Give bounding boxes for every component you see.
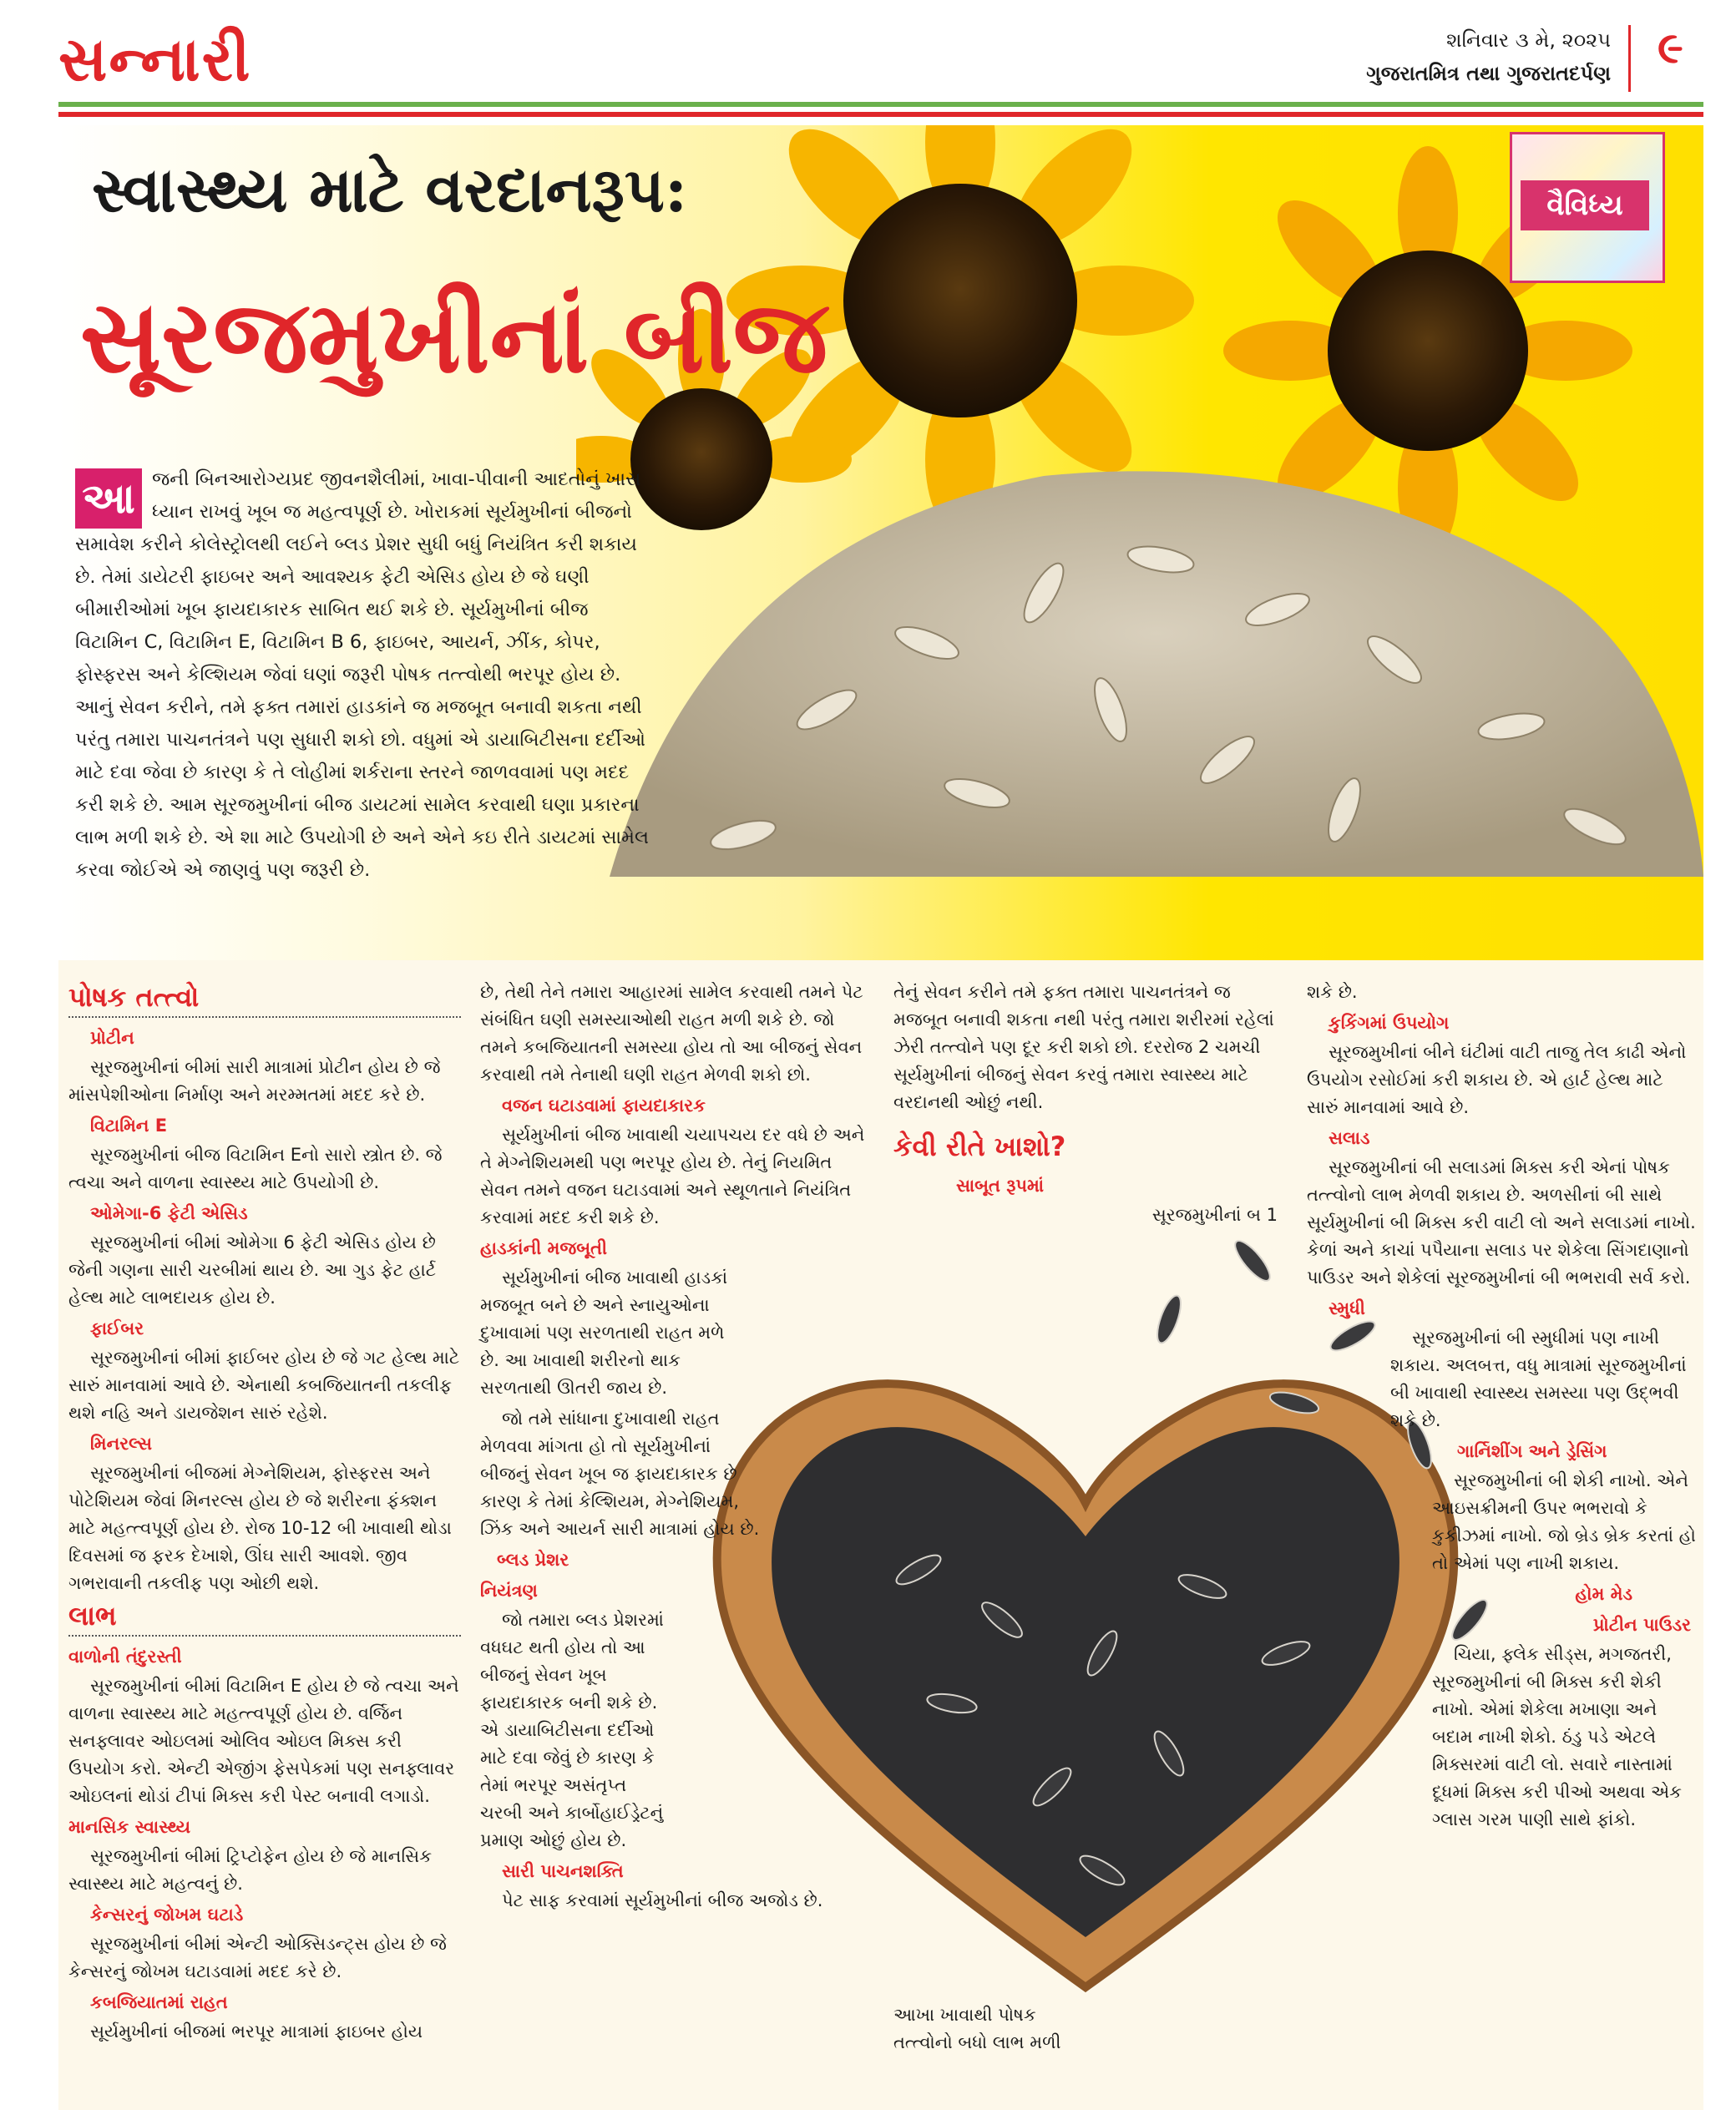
column-2 — [480, 979, 868, 1918]
para-col3-continued: તેનું સેવન કરીને તમે ફક્ત તમારા પાચનતંત્રને જ મજબૂત બનાવી શકતા નથી પરંતુ તમારા શરીરમાં રહેલાં ઝેરી તત્ત્વોને પણ દૂર કરી શકો છો. દરરોજ 2 ચમચી સૂર્યમુખીનાં બીજનું સેવન કરવું તમારા સ્વાસ્થ્ય માટે વરદાનથી ઓછું નથી. — [893, 982, 1274, 1112]
para-col4-continued: શકે છે. — [1307, 982, 1358, 1002]
subhead-fiber: ફાઈબર — [90, 1318, 144, 1338]
publication-name: ગુજરાતમિત્ર તથા ગુજરાતદર્પણ — [1366, 62, 1611, 85]
subhead-hair: વાળોની તંદુરસ્તી — [68, 1647, 182, 1667]
header-divider — [1628, 25, 1631, 92]
para-smoothie: સૂરજમુખીનાં બી સ્મુધીમાં પણ નાખી શકાય. અલબત્ત, વધુ માત્રામાં સૂરજમુખીનાં બી ખાવાથી સ્વાસ્થ્ય સમસ્યા પણ ઉદ્ભવી શકે છે. — [1390, 1328, 1687, 1430]
para-vitamin-e: સૂરજમુખીનાં બીજ વિટામિન Eનો સારો સ્ત્રોત છે. જે ત્વચા અને વાળના સ્વાસ્થ્ય માટે ઉપયોગી છે. — [68, 1145, 443, 1192]
subhead-omega: ઓમેગા-6 ફેટી એસિડ — [90, 1203, 248, 1223]
para-omega: સૂરજમુખીનાં બીમાં ઓમેગા 6 ફેટી એસિડ હોય છે જેની ગણના સારી ચરબીમાં થાય છે. આ ગુડ ફેટ હાર્ટ હેલ્થ માટે લાભદાયક હોય છે. — [68, 1232, 436, 1308]
subhead-protein: પ્રોટીન — [90, 1028, 134, 1048]
para-garnish: સૂરજમુખીનાં બી શેકી નાખો. એને આઇસક્રીમની ઉપર ભભરાવો કે કુકીઝમાં નાખો. જો બ્રેડ બ્રેક કરતાં હો તો એમાં પણ નાખી શકાય. — [1432, 1470, 1696, 1573]
para-col2-continued: છે, તેથી તેને તમારા આહારમાં સામેલ કરવાથી તમને પેટ સંબંધિત ઘણી સમસ્યાઓથી રાહત મળી શકે છે. જો તમને કબજિયાતની સમસ્યા હોય તો આ બીજનું સેવન કરવાથી તમે તેનાથી ઘણી રાહત મેળવી શકો છો. — [480, 982, 863, 1085]
drop-cap: આ — [75, 468, 142, 529]
section-badge-label: વૈવિધ્ય — [1521, 180, 1649, 230]
section-title-nutrients: પોષક તત્ત્વો — [68, 984, 461, 1018]
para-minerals: સૂરજમુખીનાં બીજમાં મેગ્નેશિયમ, ફોસ્ફરસ અને પોટેશિયમ જેવાં મિનરલ્સ હોય છે જે શરીરના ફંક્શન માટે મહત્ત્વપૂર્ણ હોય છે. રોજ 10-12 બી ખાવાથી થોડા દિવસમાં જ ફરક દેખાશે, ઊંઘ સારી આવશે. જીવ ગભરાવાની તકલીફ પણ ઓછી થશે. — [68, 1463, 452, 1593]
para-whole-1: સૂરજમુખીનાં બ 1 — [1151, 1205, 1278, 1225]
intro-text: જની બિનઆરોગ્યપ્રદ જીવનશૈલીમાં, ખાવા-પીવાની આદતોનું ખાસ ધ્યાન રાખવું ખૂબ જ મહત્વપૂર્ણ છે. ખોરાકમાં સૂર્યમુખીનાં બીજનો સમાવેશ કરીને કોલેસ્ટ્રોલથી લઈને બ્લડ પ્રેશર સુધી બધું નિયંત્રિત કરી શકાય છે. તેમાં ડાયેટરી ફાઇબર અને આવશ્યક ફેટી એસિડ હોય છે જે ઘણી બીમારીઓમાં ખૂબ ફાયદાકારક સાબિત થઈ શકે છે. સૂર્યમુખીનાં બીજ વિટામિન C, વિટામિન E, વિટામિન B 6, ફાઇબર, આયર્ન, ઝીંક, કોપર, ફોસ્ફરસ અને કેલ્શિયમ જેવાં ઘણાં જરૂરી પોષક તત્ત્વોથી ભરપૂર હોય છે. આનું સેવન કરીને, તમે ફક્ત તમારાં હાડકાંને જ મજબૂત બનાવી શકતા નથી પરંતુ તમારા પાચનતંત્રને પણ સુધારી શકો છો. વધુમાં એ ડાયાબિટીસના દર્દીઓ માટે દવા જેવા છે કારણ કે તે લોહીમાં શર્કરાના સ્તરને જાળવવામાં પણ મદદ કરી શકે છે. આમ સૂરજમુખીનાં બીજ ડાયટમાં સામેલ કરવાથી ઘણા પ્રકારના લાભ મળી શકે છે. એ શા માટે ઉપયોગી છે અને એને કઇ રીતે ડાયટમાં સામેલ કરવા જોઈએ એ જાણવું પણ જરૂરી છે. — [75, 468, 650, 881]
article-headline: સૂરજમુખીનાં બીજ — [80, 280, 828, 396]
subhead-protein-powder: પ્રોટીન પાઉડર — [1592, 1615, 1691, 1635]
para-protein-powder: ચિયા, ફ્લેક સીડ્સ, મગજતરી, સૂરજમુખીનાં બી મિક્સ કરી શેકી નાખો. એમાં શેકેલા મખાણા અને બદામ નાખી શેકો. ઠંડુ પડે એટલે મિક્સરમાં વાટી લો. સવારે નાસ્તામાં દૂધમાં મિક્સ કરી પીઓ અથવા એક ગ્લાસ ગરમ પાણી સાથે ફાંકો. — [1432, 1644, 1683, 1829]
section-badge — [1510, 132, 1665, 283]
header-rule-green — [58, 102, 1703, 107]
para-bp: જો તમારા બ્લડ પ્રેશરમાં વધઘટ થતી હોય તો આ બીજનું સેવન ખૂબ ફાયદાકારક બની શકે છે. એ ડાયાબિટીસના દર્દીઓ માટે દવા જેવું છે કારણ કે તેમાં ભરપૂર અસંતૃપ્ત ચરબી અને કાર્બોહાઈડ્રેટનું પ્રમાણ ઓછું હોય છે. — [480, 1610, 664, 1850]
subhead-bp-2: નિયંત્રણ — [480, 1581, 538, 1601]
masthead-logo: સન્નારી — [58, 23, 252, 94]
subhead-minerals: મિનરલ્સ — [90, 1434, 153, 1454]
section-title-benefits: લાભ — [68, 1602, 461, 1637]
para-whole-2: આખા ખાવાથી પોષક તત્ત્વોનો બધો લાભ મળી — [893, 2005, 1061, 2052]
subhead-salad: સલાડ — [1329, 1128, 1370, 1148]
para-hair: સૂરજમુખીનાં બીમાં વિટામિન E હોય છે જે ત્વચા અને વાળના સ્વાસ્થ્ય માટે મહત્ત્વપૂર્ણ હોય છે. વર્જિન સનફ્લાવર ઓઇલમાં ઓલિવ ઓઇલ મિક્સ કરી ઉપયોગ કરો. એન્ટી એજીંગ ફેસપેકમાં પણ સનફ્લાવર ઓઇલનાં થોડાં ટીપાં મિક્સ કરી પેસ્ટ બનાવી લગાડો. — [68, 1676, 459, 1806]
subhead-vitamin-e: વિટામિન E — [90, 1116, 168, 1136]
subhead-cancer: કેન્સરનું જોખમ ઘટાડે — [90, 1905, 244, 1925]
subhead-garnish: ગાર્નિશીંગ અને ડ્રેસિંગ — [1457, 1441, 1607, 1461]
para-joint: જો તમે સાંધાના દુખાવાથી રાહત મેળવવા માંગતા હો તો સૂર્યમુખીનાં બીજનું સેવન ખૂબ જ ફાયદાકારક છે કારણ કે તેમાં કેલ્શિયમ, મેગ્નેશિયમ, ઝિંક અને આયર્ન સારી માત્રામાં હોય છે. — [480, 1409, 760, 1539]
page-number: ૯ — [1658, 23, 1683, 73]
subhead-constipation: કબજિયાતમાં રાહત — [90, 1992, 228, 2012]
para-weight: સૂર્યમુખીનાં બીજ ખાવાથી ચયાપચય દર વધે છે અને તે મેગ્નેશિયમથી પણ ભરપૂર હોય છે. તેનું નિયમિત સેવન તમને વજન ઘટાડવામાં અને સ્થૂળતાને નિયંત્રિત કરવામાં મદદ કરી શકે છે. — [480, 1125, 865, 1227]
section-title-how-to-eat: કેવી રીતે ખાશો? — [893, 1131, 1066, 1162]
subhead-bp-1: બ્લડ પ્રેશર — [497, 1550, 569, 1570]
subhead-smoothie: સ્મુધી — [1329, 1298, 1365, 1318]
para-cooking: સૂરજમુખીનાં બીને ઘંટીમાં વાટી તાજુ તેલ કાઢી એનો ઉપયોગ રસોઈમાં કરી શકાય છે. એ હાર્ટ હેલ્થ માટે સારું માનવામાં આવે છે. — [1307, 1042, 1687, 1117]
seed-pile — [610, 471, 1703, 877]
subhead-bone: હાડકાંની મજબૂતી — [480, 1238, 608, 1258]
para-mental: સૂરજમુખીનાં બીમાં ટ્રિપ્ટોફેન હોય છે જે માનસિક સ્વાસ્થ્ય માટે મહત્વનું છે. — [68, 1846, 433, 1894]
article-kicker: સ્વાસ્થ્ય માટે વરદાનરૂપ: — [92, 154, 688, 226]
subhead-digest: સારી પાચનશક્તિ — [502, 1861, 624, 1881]
subhead-homemade: હોમ મેડ — [1575, 1584, 1632, 1604]
para-salad: સૂરજમુખીનાં બી સલાડમાં મિક્સ કરી એનાં પોષક તત્ત્વોનો લાભ મેળવી શકાય છે. અળસીનાં બી સાથે સૂર્યમુખીનાં બી મિક્સ કરી વાટી લો અને સલાડમાં નાખો. કેળાં અને કાચાં પપૈયાના સલાડ પર શેકેલા સિંગદાણાનો પાઉડર અને શેકેલાં સૂરજમુખીનાં બી ભભરાવી સર્વ કરો. — [1307, 1157, 1696, 1288]
para-bone: સૂર્યમુખીનાં બીજ ખાવાથી હાડકાં મજબૂત બને છે અને સ્નાયુઓના દુખાવામાં પણ સરળતાથી રાહત મળે છે. આ ખાવાથી શરીરનો થાક સરળતાથી ઊતરી જાય છે. — [480, 1268, 728, 1398]
column-3 — [893, 979, 1286, 2052]
para-protein: સૂરજમુખીનાં બીમાં સારી માત્રામાં પ્રોટીન હોય છે જે માંસપેશીઓના નિર્માણ અને મરમ્મતમાં મદદ કરે છે. — [68, 1057, 441, 1105]
intro-paragraph — [75, 463, 651, 887]
subhead-whole: સાબૂત રૂપમાં — [956, 1176, 1045, 1196]
column-1 — [68, 979, 461, 2049]
para-digest: પેટ સાફ કરવામાં સૂર્યમુખીનાં બીજ અજોડ છે. — [502, 1890, 823, 1910]
column-4 — [1307, 979, 1699, 1837]
date-line: શનિવાર ૩ મે, ૨૦૨૫ — [1446, 28, 1611, 52]
subhead-mental: માનસિક સ્વાસ્થ્ય — [68, 1817, 191, 1837]
subhead-weight: વજન ઘટાડવામાં ફાયદાકારક — [502, 1095, 706, 1116]
para-constipation: સૂર્યમુખીનાં બીજમાં ભરપૂર માત્રામાં ફાઇબર હોય — [90, 2021, 423, 2042]
para-cancer: સૂરજમુખીનાં બીમાં એન્ટી ઓક્સિડન્ટ્સ હોય છે જે કેન્સરનું જોખમ ઘટાડવામાં મદદ કરે છે. — [68, 1934, 447, 1981]
subhead-cooking: કુકિંગમાં ઉપયોગ — [1329, 1013, 1450, 1033]
para-fiber: સૂરજમુખીનાં બીમાં ફાઈબર હોય છે જે ગટ હેલ્થ માટે સારું માનવામાં આવે છે. એનાથી કબજિયાતની તકલીફ થશે નહિ અને ડાયજેશન સારું રહેશે. — [68, 1348, 460, 1423]
header-rule-red — [58, 112, 1703, 117]
